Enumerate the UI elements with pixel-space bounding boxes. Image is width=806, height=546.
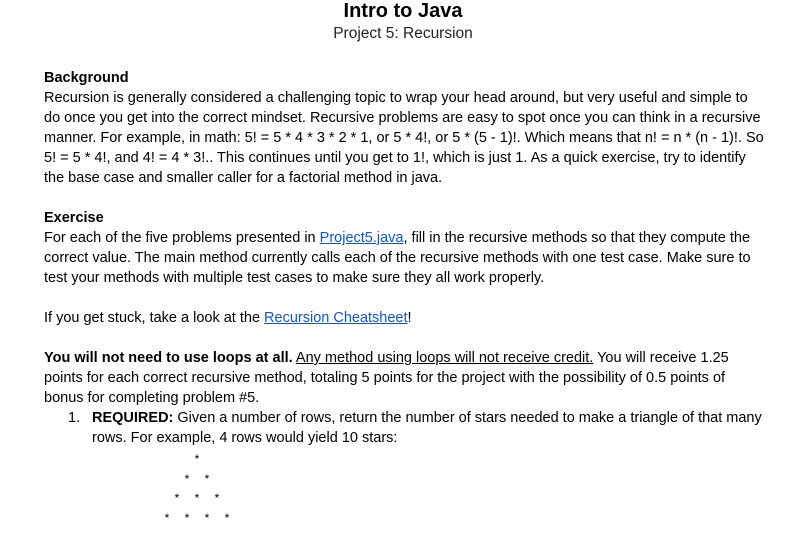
exercise-text-before: For each of the five problems presented in bbox=[44, 230, 320, 246]
document-title: Intro to Java bbox=[343, 0, 463, 22]
list-item-text: Given a number of rows, return the number of stars needed to make a triangle of that many rows. For example, 4 rows would yield 10 stars: bbox=[92, 410, 762, 446]
star-row: * * * bbox=[174, 491, 226, 505]
list-item-body bbox=[92, 408, 764, 448]
exercise-text-after: , fill in the recursive methods so that they compute the correct value. The main method currently calls each of the recursive methods with one test case. Make sure to test your methods with multiple test cases to make sure they all work properly. bbox=[44, 230, 751, 286]
background-heading: Background bbox=[44, 70, 129, 86]
document-subtitle: Project 5: Recursion bbox=[333, 25, 473, 42]
no-loops-note: You will not need to use loops at all. bbox=[44, 350, 293, 366]
recursion-cheatsheet-link[interactable]: Recursion Cheatsheet bbox=[264, 310, 408, 326]
grading-text: You will receive 1.25 points for each correct recursive method, totaling 5 points for the project with the possibility of 0.5 points of bonus for completing problem #5. bbox=[44, 350, 729, 406]
stuck-text-after: ! bbox=[407, 310, 412, 326]
star-row: * * * * bbox=[164, 510, 236, 525]
stuck-paragraph bbox=[44, 308, 764, 328]
list-item-number: 1. bbox=[68, 410, 81, 426]
exercise-section bbox=[44, 208, 764, 288]
required-label: REQUIRED: bbox=[92, 410, 174, 426]
exercise-paragraph bbox=[44, 228, 764, 288]
stuck-text-before: If you get stuck, take a look at the bbox=[44, 310, 265, 326]
rules-paragraph bbox=[44, 348, 764, 408]
exercise-heading: Exercise bbox=[44, 210, 104, 226]
star-triangle bbox=[150, 450, 250, 528]
star-row: * bbox=[194, 452, 206, 466]
background-paragraph: Recursion is generally considered a challenging topic to wrap your head around, but very useful and simple to do once you get into the correct mindset. Recursive problems are easy to spot once you can think in a recursive manner. For example, in math: 5! = 5 * 4 * 3 * 2 * 1, or 5 * 4!, or 5 * (5 - 1)!. Which means that n! = n * (n - 1)!. So 5! = 5 * 4!, and 4! = 4 * 3!.. This continues until you get to 1!, which is just 1. As a quick exercise, try to identify the base case and smaller caller for a factorial method in java. bbox=[44, 90, 764, 186]
star-row: * * bbox=[184, 471, 216, 486]
project5-link[interactable]: Project5.java bbox=[319, 230, 404, 246]
loops-warning: Any method using loops will not receive credit. bbox=[295, 350, 594, 366]
background-section bbox=[44, 68, 764, 188]
